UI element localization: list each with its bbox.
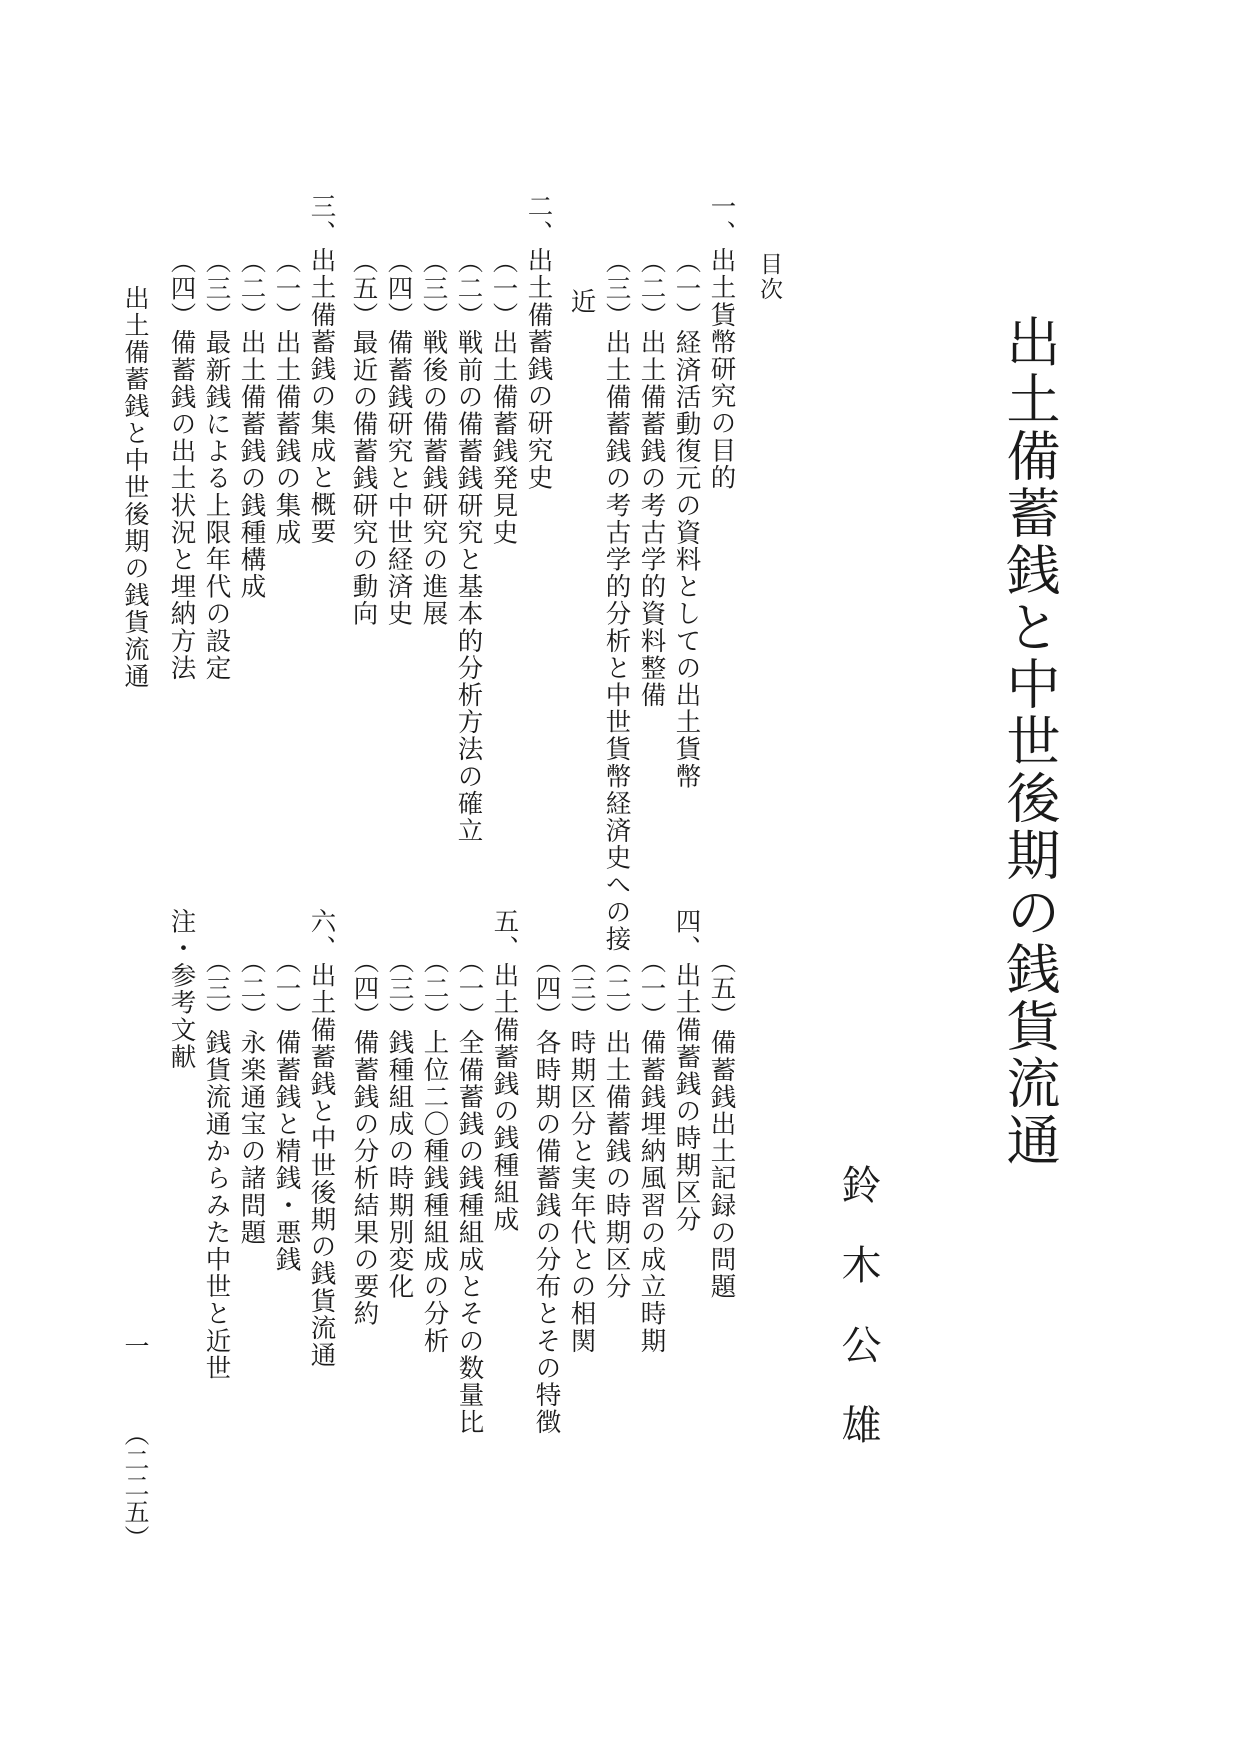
toc-entry: （二）出土備蓄銭の時期区分	[601, 948, 632, 1301]
toc-entry: （一）全備蓄銭の銭種組成とその数量比	[454, 948, 485, 1436]
toc-entry: （二）戦前の備蓄銭研究と基本的分析方法の確立	[453, 248, 484, 845]
article-title: 出土備蓄銭と中世後期の銭貨流通	[998, 314, 1061, 1169]
toc-label: 目次	[756, 252, 782, 302]
toc-entry: （四）備蓄銭研究と中世経済史	[383, 248, 414, 628]
toc-entry: 二、出土備蓄銭の研究史	[523, 193, 554, 492]
toc-entry: （二）出土備蓄銭の考古学的資料整備	[636, 248, 667, 709]
toc-entry: 近	[566, 288, 597, 316]
folio-number: （二二五）	[121, 1421, 150, 1551]
toc-entry: 一、出土貨幣研究の目的	[706, 193, 737, 492]
toc-entry: （一）備蓄銭埋納風習の成立時期	[636, 948, 667, 1355]
toc-entry: 注・参考文献	[166, 908, 197, 1071]
toc-entry: （一）経済活動復元の資料としての出土貨幣	[671, 248, 702, 790]
toc-entry: （一）出土備蓄銭の集成	[271, 248, 302, 547]
toc-entry: （三）銭貨流通からみた中世と近世	[201, 948, 232, 1382]
toc-entry: （二）上位二〇種銭種組成の分析	[419, 948, 450, 1355]
toc-entry: （四）備蓄銭の分析結果の要約	[349, 948, 380, 1328]
toc-entry: （三）出土備蓄銭の考古学的分析と中世貨幣経済史への接	[601, 248, 632, 953]
toc-entry: （二）出土備蓄銭の銭種構成	[236, 248, 267, 601]
toc-entry: （五）最近の備蓄銭研究の動向	[348, 248, 379, 628]
toc-entry: （四）各時期の備蓄銭の分布とその特徴	[531, 948, 562, 1436]
toc-entry: （三）銭種組成の時期別変化	[384, 948, 415, 1301]
toc-entry: （四）備蓄銭の出土状況と埋納方法	[166, 248, 197, 682]
toc-entry: 三、出土備蓄銭の集成と概要	[306, 193, 337, 546]
toc-entry: 四、出土備蓄銭の時期区分	[671, 908, 702, 1234]
toc-entry: 六、出土備蓄銭と中世後期の銭貨流通	[306, 908, 337, 1369]
running-head: 出土備蓄銭と中世後期の銭貨流通	[121, 285, 150, 690]
toc-entry: （五）備蓄銭出土記録の問題	[706, 948, 737, 1301]
folio-page: 一	[121, 1333, 150, 1359]
author-name: 鈴木公雄	[835, 1164, 881, 1484]
toc-entry: （一）出土備蓄銭発見史	[488, 248, 519, 547]
toc-entry: （一）備蓄銭と精銭・悪銭	[271, 948, 302, 1274]
toc-entry: （三）戦後の備蓄銭研究の進展	[418, 248, 449, 628]
toc-entry: 五、出土備蓄銭の銭種組成	[489, 908, 520, 1234]
toc-entry: （三）時期区分と実年代との相関	[566, 948, 597, 1355]
toc-entry: （三）最新銭による上限年代の設定	[201, 248, 232, 682]
toc-entry: （二）永楽通宝の諸問題	[236, 948, 267, 1247]
folio	[123, 1333, 148, 1551]
